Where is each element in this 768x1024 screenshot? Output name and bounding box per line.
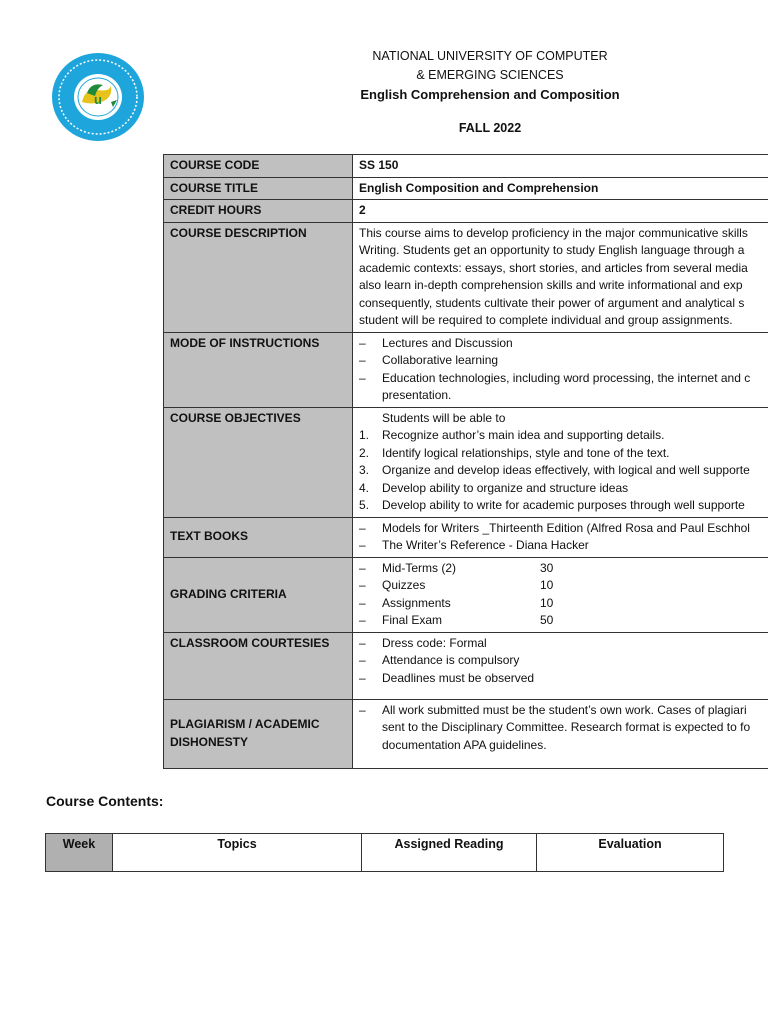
university-name-line-1: NATIONAL UNIVERSITY OF COMPUTER xyxy=(372,49,608,63)
list-item: – Education technologies, including word processing, the internet and c xyxy=(359,370,751,385)
svg-text:u: u xyxy=(94,92,102,107)
mode-of-instructions-value xyxy=(353,332,768,407)
column-header-evaluation: Evaluation xyxy=(537,834,724,872)
list-item: 5. Develop ability to write for academic purposes through well supporte xyxy=(359,498,745,512)
grade-item: – Mid-Terms (2) 30 xyxy=(359,560,554,575)
course-objectives-value xyxy=(353,407,768,517)
list-item-continuation: presentation. xyxy=(382,388,452,402)
classroom-courtesies-label: CLASSROOM COURTESIES xyxy=(164,632,353,699)
plagiarism-label-line: DISHONESTY xyxy=(170,734,249,749)
course-objectives-label: COURSE OBJECTIVES xyxy=(164,407,353,517)
grading-criteria-value xyxy=(353,557,768,632)
university-name-line-2: & EMERGING SCIENCES xyxy=(416,68,564,82)
row-grading-criteria xyxy=(164,557,768,632)
description-line: Writing. Students get an opportunity to study English language through a xyxy=(359,243,745,257)
grade-item: – Assignments 10 xyxy=(359,595,554,610)
list-item-continuation: sent to the Disciplinary Committee. Research format is expected to fo xyxy=(382,720,751,734)
term-heading: FALL 2022 xyxy=(458,121,522,135)
classroom-courtesies-value xyxy=(353,632,768,699)
text-books-label: TEXT BOOKS xyxy=(164,517,353,557)
mode-of-instructions-label: MODE OF INSTRUCTIONS xyxy=(164,332,353,407)
course-title-value: English Composition and Comprehension xyxy=(353,177,768,200)
description-line: consequently, students cultivate their power of argument and analytical s xyxy=(359,295,745,310)
row-mode-of-instructions xyxy=(164,332,768,407)
row-classroom-courtesies xyxy=(164,632,768,699)
list-item: – Collaborative learning xyxy=(359,353,499,367)
plagiarism-value xyxy=(353,699,768,768)
list-item: – Models for Writers _Thirteenth Edition (Alfred Rosa and Paul Eschhol xyxy=(359,520,750,535)
course-description-label: COURSE DESCRIPTION xyxy=(164,222,353,332)
list-item: – Attendance is compulsory xyxy=(359,653,520,667)
row-course-description xyxy=(164,222,768,332)
course-description-value xyxy=(353,222,768,332)
course-code-label: COURSE CODE xyxy=(164,155,353,178)
row-course-code xyxy=(164,155,768,178)
row-credit-hours xyxy=(164,200,768,223)
university-logo xyxy=(51,52,145,142)
description-line: academic contexts: essays, short stories, and articles from several media xyxy=(359,260,748,275)
list-item: 1. Recognize author’s main idea and supporting details. xyxy=(359,428,665,442)
grading-criteria-label: GRADING CRITERIA xyxy=(164,557,353,632)
objectives-intro: Students will be able to xyxy=(382,410,506,425)
credit-hours-value: 2 xyxy=(353,200,768,223)
credit-hours-label: CREDIT HOURS xyxy=(164,200,353,223)
row-text-books xyxy=(164,517,768,557)
course-code-value: SS 150 xyxy=(353,155,768,178)
list-item: 2. Identify logical relationships, style and tone of the text. xyxy=(359,445,670,460)
description-line: This course aims to develop proficiency in the major communicative skills xyxy=(359,225,748,240)
plagiarism-label-line: PLAGIARISM / ACADEMIC xyxy=(170,717,320,731)
list-item: – Deadlines must be observed xyxy=(359,670,535,685)
row-plagiarism xyxy=(164,699,768,768)
course-contents-table xyxy=(45,833,724,872)
description-line: also learn in-depth comprehension skills and write informational and exp xyxy=(359,278,743,292)
description-line: student will be required to complete individual and group assignments. xyxy=(359,313,733,327)
row-course-objectives xyxy=(164,407,768,517)
list-item: – Lectures and Discussion xyxy=(359,335,513,350)
row-course-title xyxy=(164,177,768,200)
course-contents-heading: Course Contents: xyxy=(46,793,164,809)
plagiarism-label xyxy=(164,699,353,768)
column-header-week: Week xyxy=(46,834,113,872)
list-item: – All work submitted must be the student’s own work. Cases of plagiari xyxy=(359,702,747,717)
course-info-table xyxy=(163,154,768,769)
list-item: – The Writer’s Reference - Diana Hacker xyxy=(359,538,589,552)
list-item: – Dress code: Formal xyxy=(359,635,487,650)
column-header-assigned-reading: Assigned Reading xyxy=(362,834,537,872)
grade-item: – Final Exam 50 xyxy=(359,613,554,627)
text-books-value xyxy=(353,517,768,557)
grade-item: – Quizzes 10 xyxy=(359,578,554,592)
list-item-continuation: documentation APA guidelines. xyxy=(382,737,547,752)
list-item: 4. Develop ability to organize and structure ideas xyxy=(359,480,629,495)
course-title-label: COURSE TITLE xyxy=(164,177,353,200)
course-name-heading: English Comprehension and Composition xyxy=(360,87,620,102)
column-header-topics: Topics xyxy=(113,834,362,872)
course-contents-header-row xyxy=(46,834,724,872)
list-item: 3. Organize and develop ideas effectively, with logical and well supporte xyxy=(359,463,750,477)
